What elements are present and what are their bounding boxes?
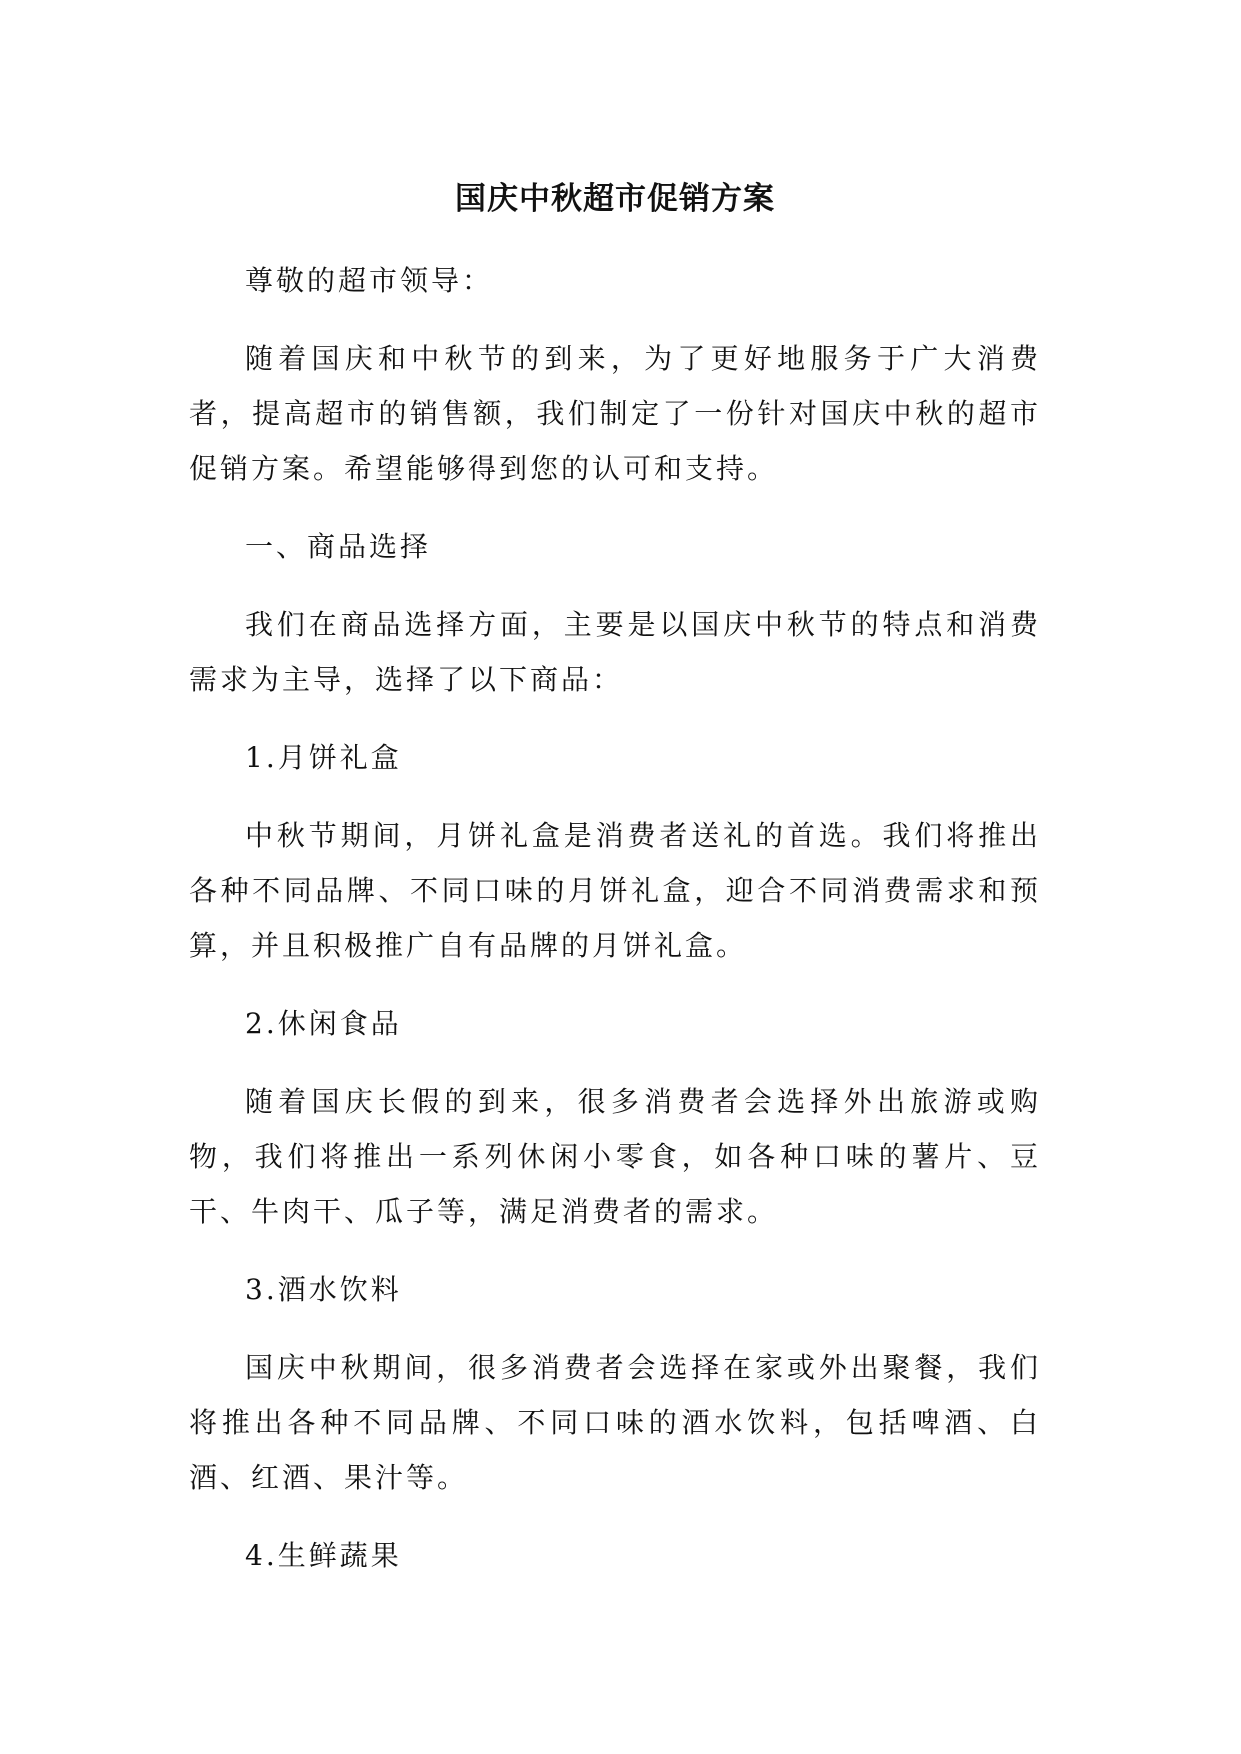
document-title: 国庆中秋超市促销方案 xyxy=(455,181,775,217)
item-heading-mooncake: 1.月饼礼盒 xyxy=(245,741,402,774)
salutation: 尊敬的超市领导： xyxy=(245,264,494,297)
drinks-paragraph: 国庆中秋期间，很多消费者会选择在家或外出聚餐，我们将推出各种不同品牌、不同口味的酒水饮料，包括啤酒、白酒、红酒、果汁等。 xyxy=(189,1351,1041,1494)
intro-paragraph: 随着国庆和中秋节的到来，为了更好地服务于广大消费者，提高超市的销售额，我们制定了一份针对国庆中秋的超市促销方案。希望能够得到您的认可和支持。 xyxy=(189,342,1041,485)
mooncake-paragraph: 中秋节期间，月饼礼盒是消费者送礼的首选。我们将推出各种不同品牌、不同口味的月饼礼盒，迎合不同消费需求和预算，并且积极推广自有品牌的月饼礼盒。 xyxy=(189,819,1041,962)
section-heading-product-selection: 一、商品选择 xyxy=(245,530,432,563)
snacks-paragraph: 随着国庆长假的到来，很多消费者会选择外出旅游或购物，我们将推出一系列休闲小零食，如各种口味的薯片、豆干、牛肉干、瓜子等，满足消费者的需求。 xyxy=(189,1085,1041,1228)
item-heading-fresh-produce: 4.生鲜蔬果 xyxy=(245,1539,402,1572)
item-heading-drinks: 3.酒水饮料 xyxy=(245,1273,402,1306)
product-selection-paragraph: 我们在商品选择方面，主要是以国庆中秋节的特点和消费需求为主导，选择了以下商品： xyxy=(189,608,1041,696)
item-heading-snacks: 2.休闲食品 xyxy=(245,1007,402,1040)
